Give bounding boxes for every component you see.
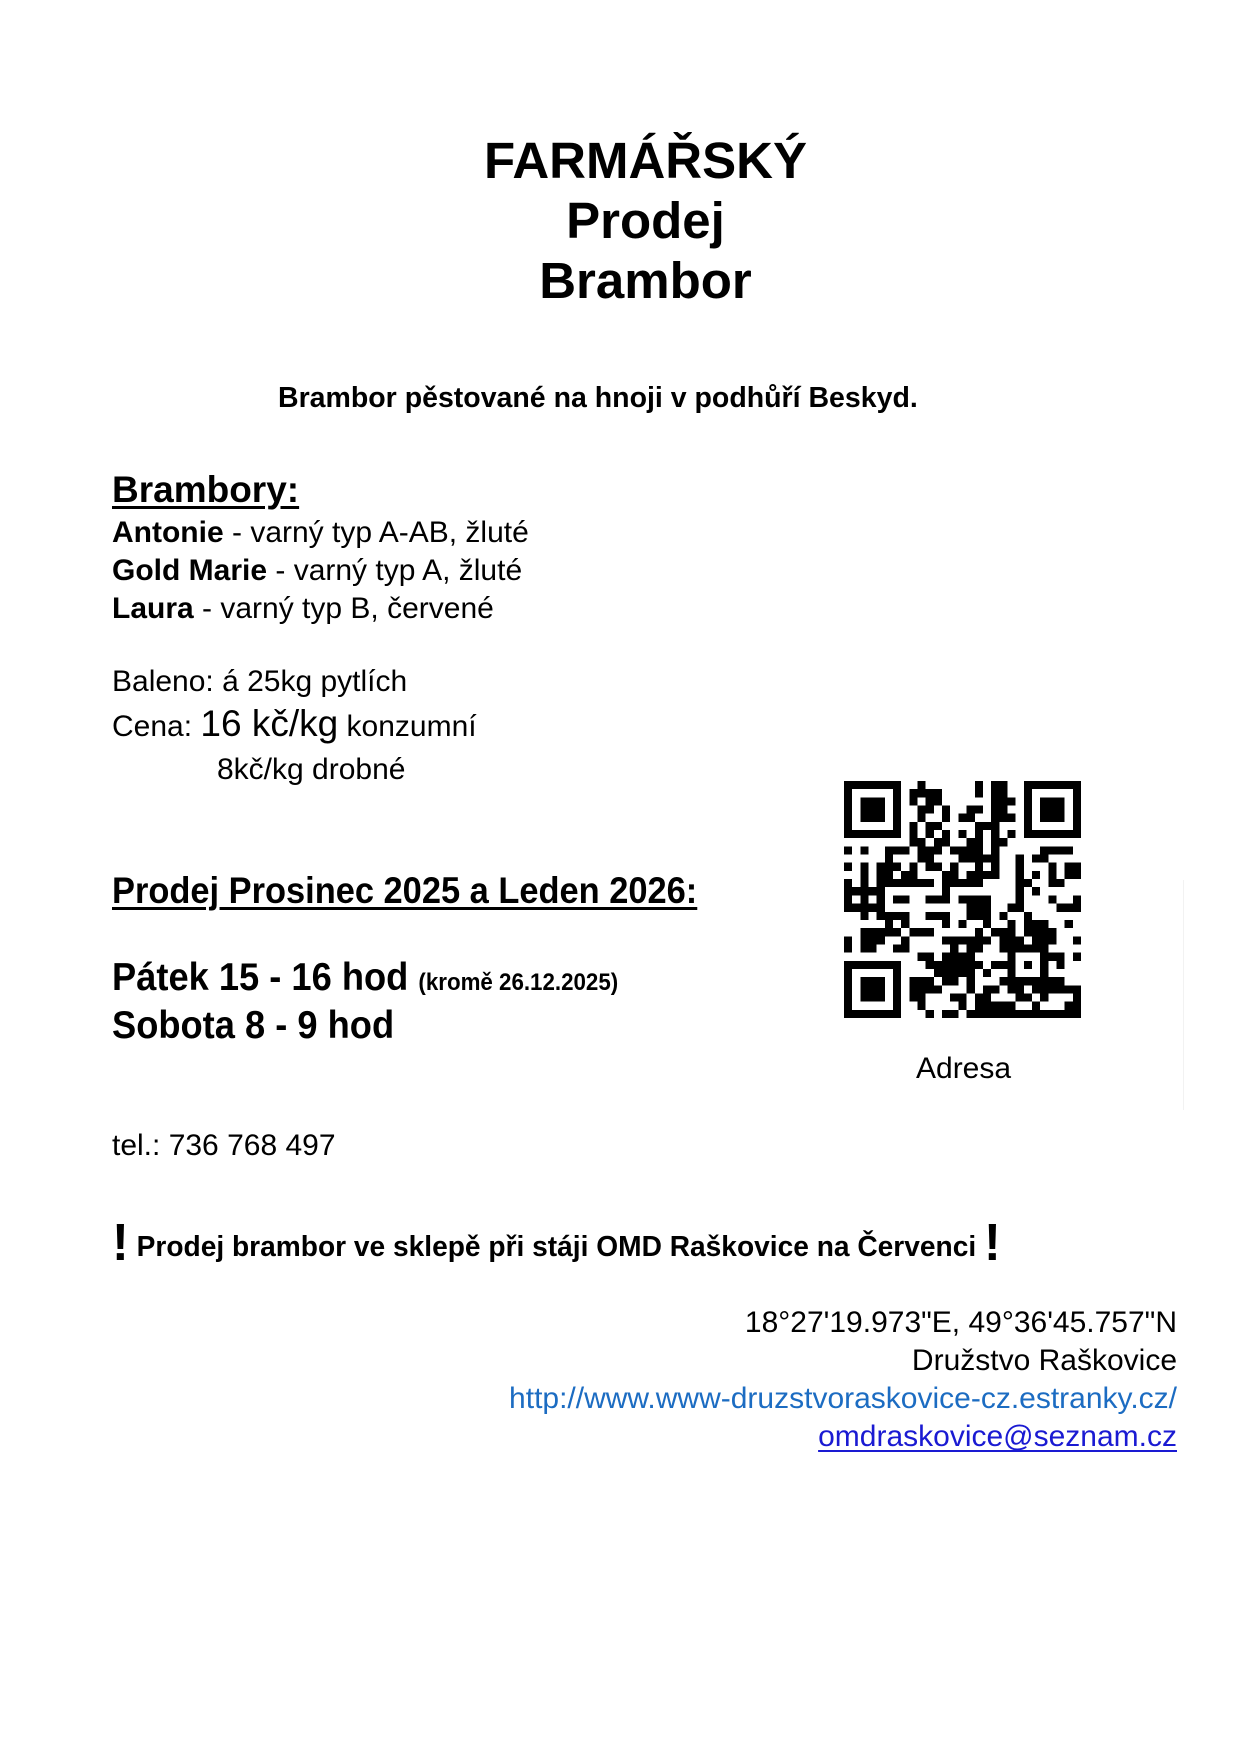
packaging-text: Baleno: á 25kg pytlích [112, 665, 408, 698]
variety-item [112, 514, 529, 552]
variety-description: - varný typ A, žluté [267, 554, 523, 587]
location-notice [112, 1215, 1001, 1275]
variety-name: Antonie [112, 516, 224, 549]
qr-code[interactable] [844, 781, 1081, 1018]
title-line-3: Brambor [539, 252, 752, 309]
qr-label: Adresa [916, 1052, 1012, 1085]
exclamation-icon: ! [983, 1214, 1001, 1272]
variety-name: Gold Marie [112, 554, 268, 587]
location-notice-text: Prodej brambor ve sklepě při stáji OMD Raškovice na Červenci [128, 1231, 984, 1263]
hours-saturday: Sobota 8 - 9 hod [112, 1004, 395, 1047]
divider [1183, 880, 1184, 1110]
variety-description: - varný typ B, červené [193, 592, 494, 625]
subtitle: Brambor pěstované na hnoji v podhůří Beskyd. [278, 382, 918, 414]
price-small: 8kč/kg drobné [217, 753, 406, 786]
hours-friday [112, 954, 618, 1007]
varieties-heading: Brambory: [112, 469, 300, 510]
email-link[interactable]: omdraskovice@seznam.cz [818, 1420, 1177, 1453]
variety-description: - varný typ A-AB, žluté [223, 516, 529, 549]
price-main-type: konzumní [338, 710, 477, 743]
price-main: 16 kč/kg [200, 703, 339, 744]
variety-item [112, 590, 494, 628]
exclamation-icon: ! [112, 1214, 129, 1272]
title-line-1: FARMÁŘSKÝ [483, 132, 807, 189]
friday-hours: Pátek 15 - 16 hod [112, 956, 419, 999]
price-line [112, 705, 477, 746]
organization-name: Družstvo Raškovice [911, 1344, 1177, 1377]
title-line-2: Prodej [566, 192, 725, 249]
price-label: Cena: [112, 710, 201, 743]
sale-heading: Prodej Prosinec 2025 a Leden 2026: [112, 870, 698, 911]
phone-number: tel.: 736 768 497 [112, 1129, 336, 1162]
variety-name: Laura [112, 592, 194, 625]
gps-coordinates: 18°27'19.973"E, 49°36'45.757"N [744, 1306, 1177, 1339]
website-link[interactable]: http://www.www-druzstvoraskovice-cz.estranky.cz/ [509, 1382, 1177, 1415]
friday-note: (kromě 26.12.2025) [418, 969, 619, 996]
variety-item [112, 552, 522, 590]
